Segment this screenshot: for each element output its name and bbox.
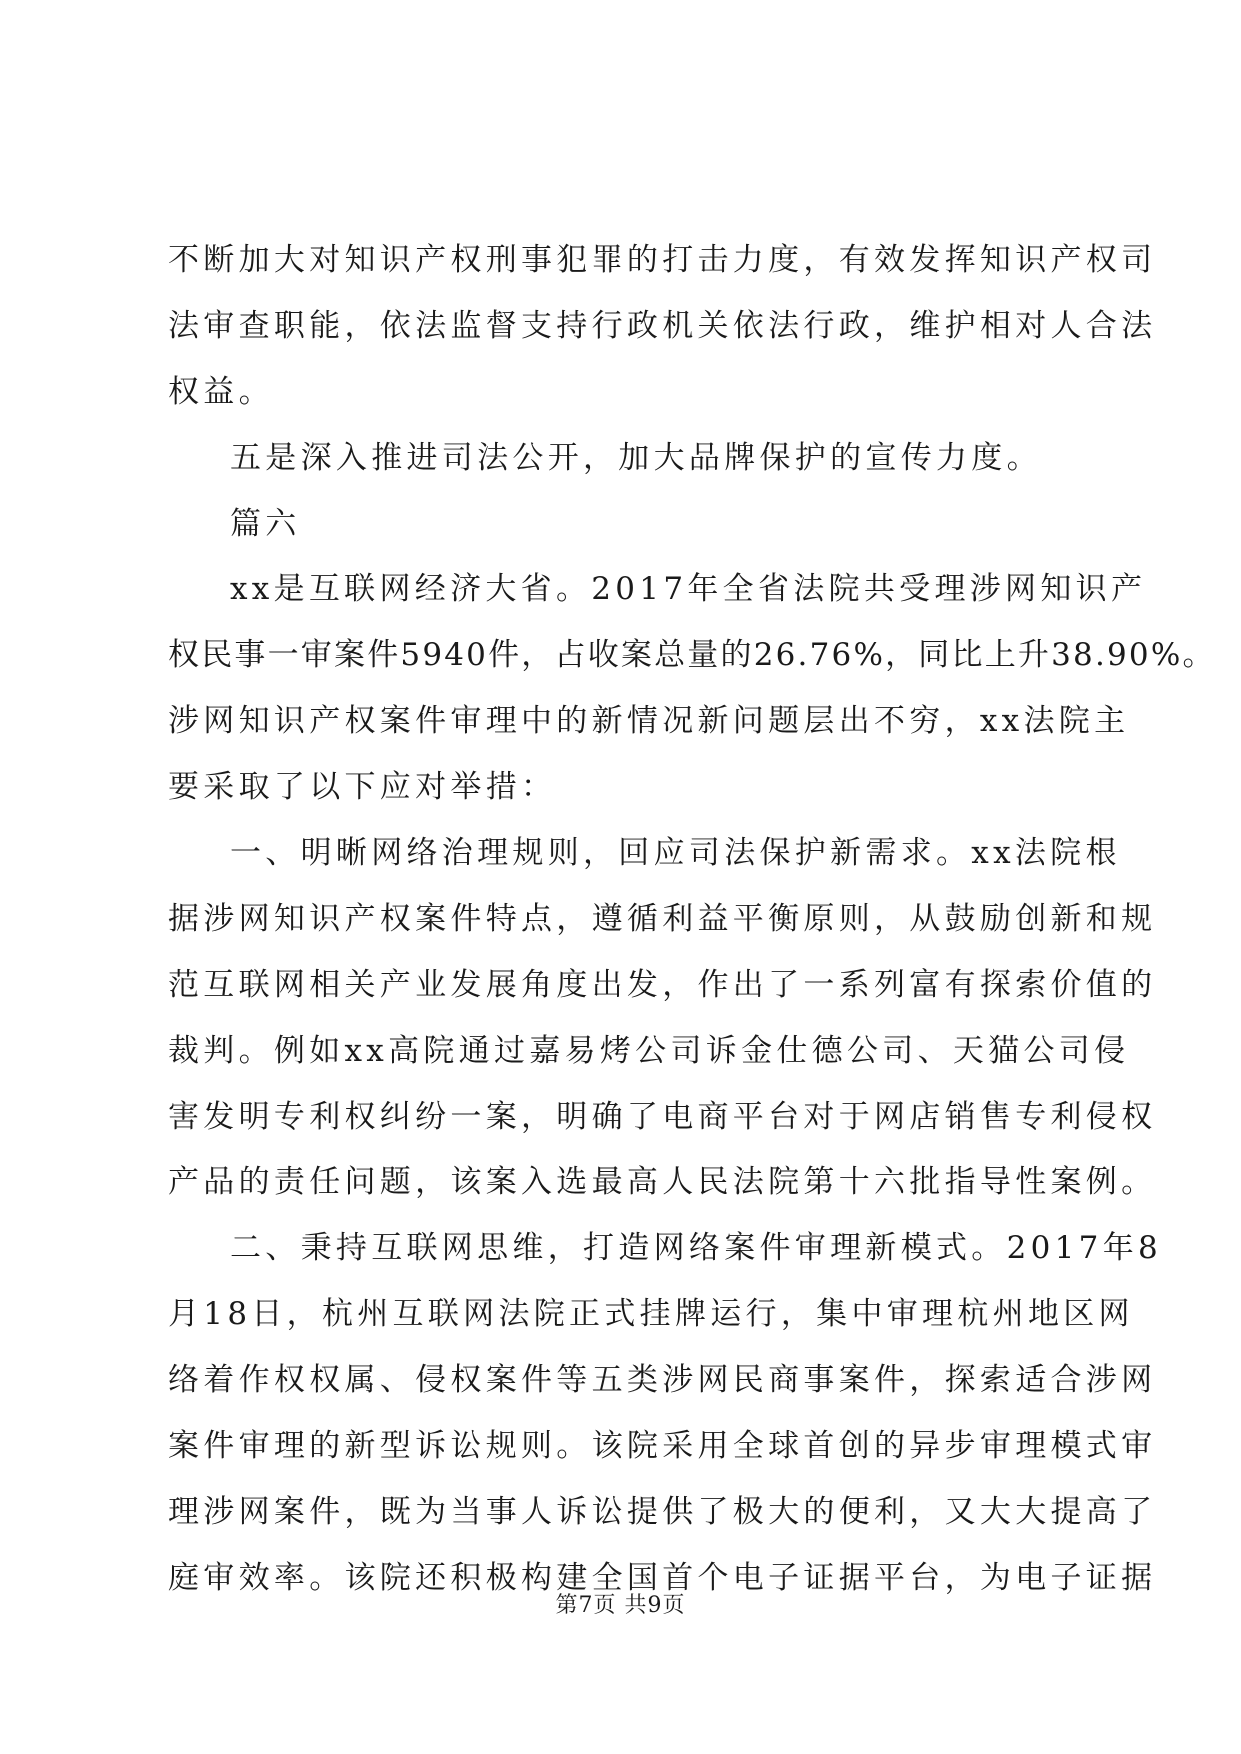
text-line: 据涉网知识产权案件特点，遵循利益平衡原则，从鼓励创新和规 [168,900,1157,937]
text-line: 害发明专利权纠纷一案，明确了电商平台对于网店销售专利侵权 [168,1098,1157,1135]
text-line: 五是深入推进司法公开，加大品牌保护的宣传力度。 [230,439,1042,476]
text-line: 范互联网相关产业发展角度出发，作出了一系列富有探索价值的 [168,966,1157,1003]
text-line: 权益。 [168,373,274,410]
document-body [168,228,1216,1612]
text-line: 二、秉持互联网思维，打造网络案件审理新模式。2017年8 [230,1230,1163,1267]
text-line: 产品的责任问题，该案入选最高人民法院第十六批指导性案例。 [168,1164,1157,1201]
text-line: 权民事一审案件5940件，占收案总量的26.76%，同比上升38.90%。 [168,637,1216,674]
text-line: 月18日，杭州互联网法院正式挂牌运行，集中审理杭州地区网 [168,1296,1134,1333]
text-line: 一、明晰网络治理规则，回应司法保护新需求。xx法院根 [230,835,1121,872]
text-line: 不断加大对知识产权刑事犯罪的打击力度，有效发挥知识产权司 [168,242,1157,278]
text-line: 涉网知识产权案件审理中的新情况新问题层出不穷，xx法院主 [168,703,1130,740]
text-line: 要采取了以下应对举措： [168,769,557,806]
page-number-footer: 第7页 共9页 [555,1593,686,1618]
text-line: 裁判。例如xx高院通过嘉易烤公司诉金仕德公司、天猫公司侵 [168,1032,1130,1069]
text-line: 络着作权权属、侵权案件等五类涉网民商事案件，探索适合涉网 [168,1362,1157,1399]
text-line: xx是互联网经济大省。2017年全省法院共受理涉网知识产 [230,571,1147,608]
text-line: 庭审效率。该院还积极构建全国首个电子证据平台，为电子证据 [168,1559,1157,1596]
section-heading: 篇六 [230,505,301,542]
text-line: 法审查职能，依法监督支持行政机关依法行政，维护相对人合法 [168,307,1157,344]
text-line: 案件审理的新型诉讼规则。该院采用全球首创的异步审理模式审 [168,1428,1157,1465]
text-line: 理涉网案件，既为当事人诉讼提供了极大的便利，又大大提高了 [168,1493,1157,1530]
